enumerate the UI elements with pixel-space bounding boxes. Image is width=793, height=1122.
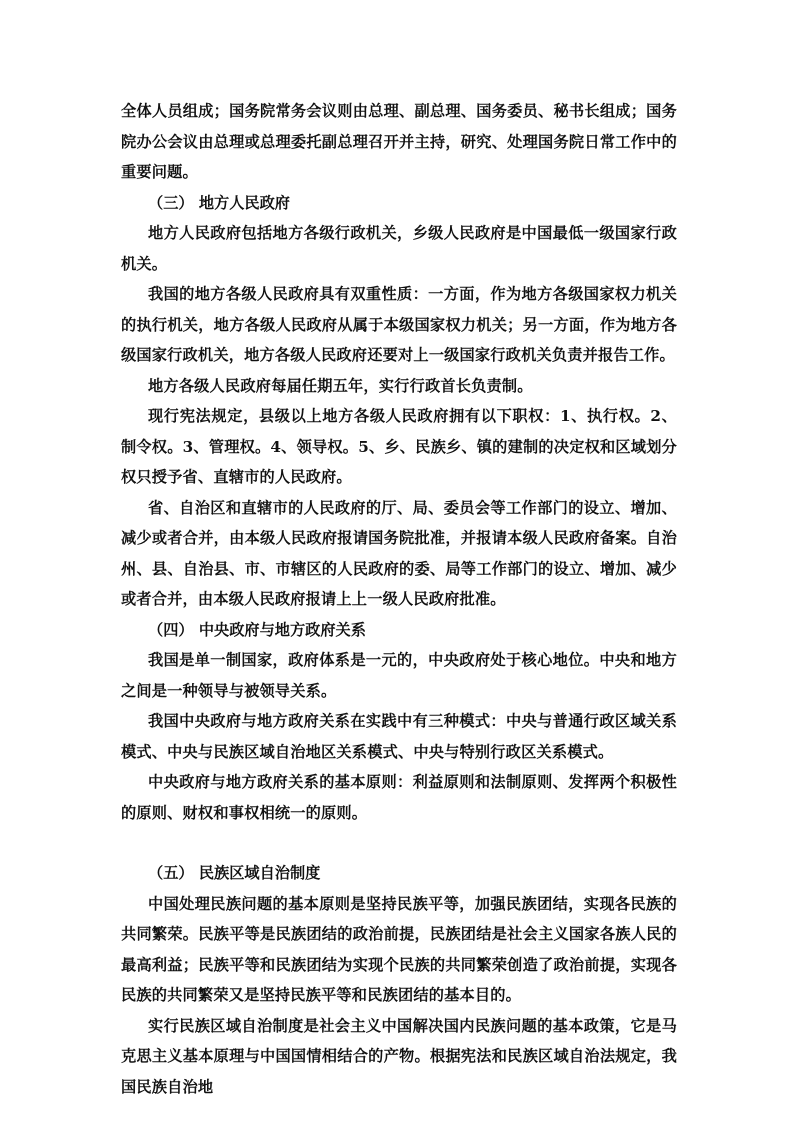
paragraph-departments: 省、自治区和直辖市的人民政府的厅、局、委员会等工作部门的设立、增加、减少或者合并，由本级人民政府报请国务院批准，并报请本级人民政府备案。自治州、县、自治县、市、市辖区的人民政府的委、局等工作部门的设立、增加、减少或者合并，由本级人民政府报请上上一级人民政府批准。 [121,498,677,608]
heading-ethnic-autonomy: （五） 民族区域自治制度 [148,864,321,882]
paragraph-three-models: 我国中央政府与地方政府关系在实践中有三种模式：中央与普通行政区域关系模式、中央与民族区域自治地区关系模式、中央与特别行政区关系模式。 [121,712,677,761]
paragraph-unitary-state: 我国是单一制国家，政府体系是一元的，中央政府处于核心地位。中央和地方之间是一种领导与被领导关系。 [121,651,677,700]
paragraph-basic-principles: 中央政府与地方政府关系的基本原则：利益原则和法制原则、发挥两个积极性的原则、财权和事权相统一的原则。 [121,773,677,822]
paragraph-state-council-meetings: 全体人员组成；国务院常务会议则由总理、副总理、国务委员、秘书长组成；国务院办公会议由总理或总理委托副总理召开并主持，研究、处理国务院日常工作中的重要问题。 [121,102,677,181]
paragraph-dual-nature: 我国的地方各级人民政府具有双重性质：一方面，作为地方各级国家权力机关的执行机关，地方各级人民政府从属于本级国家权力机关；另一方面，作为地方各级国家行政机关，地方各级人民政府还要对上一级国家行政机关负责并报告工作。 [121,285,677,364]
heading-central-local-relations: （四） 中央政府与地方政府关系 [148,620,366,639]
paragraph-term-of-office: 地方各级人民政府每届任期五年，实行行政首长负责制。 [148,376,533,395]
heading-local-government: （三） 地方人民政府 [148,193,290,212]
paragraph-powers: 现行宪法规定，县级以上地方各级人民政府拥有以下职权：1、执行权。2、制令权。3、管理权。4、领导权。5、乡、民族乡、镇的建制的决定权和区域划分权只授予省、直辖市的人民政府。 [121,407,677,486]
section-gap [121,828,677,858]
paragraph-ethnic-principles: 中国处理民族问题的基本原则是坚持民族平等，加强民族团结，实现各民族的共同繁荣。民族平等是民族团结的政治前提，民族团结是社会主义国家各族人民的最高利益；民族平等和民族团结为实现个民族的共同繁荣创造了政治前提，实现各民族的共同繁荣又是坚持民族平等和民族团结的基本目的。 [121,894,677,1004]
paragraph-regional-autonomy-policy: 实行民族区域自治制度是社会主义中国解决国内民族问题的基本政策，它是马克思主义基本原理与中国国情相结合的产物。根据宪法和民族区域自治法规定，我国民族自治地 [121,1016,677,1096]
document-body [121,96,677,1102]
paragraph-local-government-definition: 地方人民政府包括地方各级行政机关，乡级人民政府是中国最低一级国家行政机关。 [121,224,677,273]
